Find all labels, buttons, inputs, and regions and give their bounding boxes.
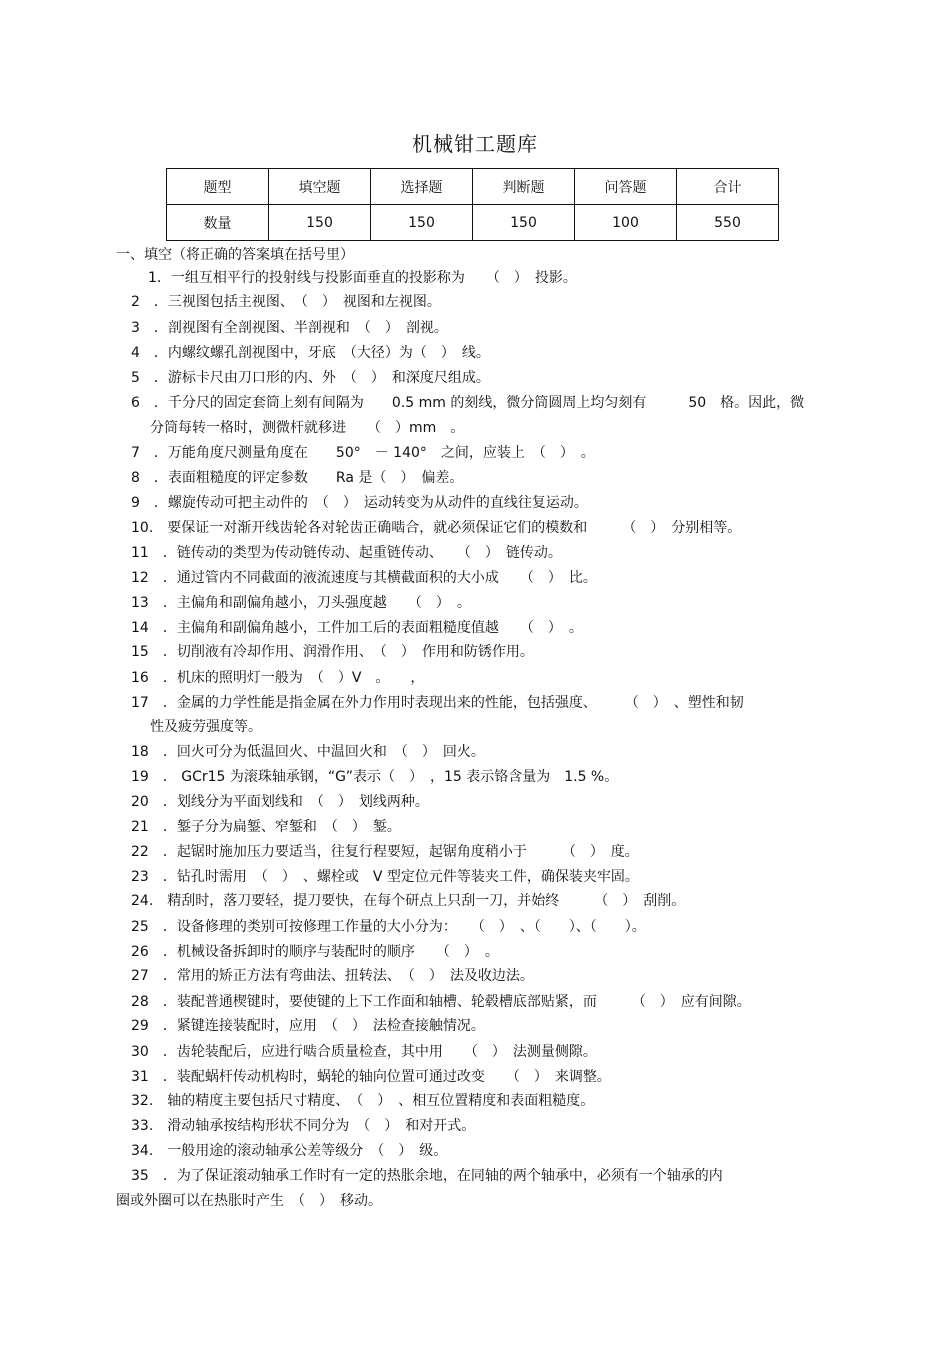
question-line: 35 ．为了保证滚动轴承工作时有一定的热胀余地，在同轴的两个轴承中，必须有一个轴承的内 <box>131 1168 723 1184</box>
question-line: 30 ．齿轮装配后，应进行啮合质量检查，其中用 （ ） 法测量侧隙。 <box>131 1044 597 1060</box>
document-title: 机械钳工题库 <box>412 132 538 156</box>
question-line: 28 ．装配普通楔键时，要使键的上下工作面和轴槽、轮毂槽底部贴紧，而 （ ） 应有间隙。 <box>131 994 751 1010</box>
question-line: 11 ．链传动的类型为传动链传动、起重链传动、 （ ） 链传动。 <box>131 545 562 561</box>
question-line: 32. 轴的精度主要包括尺寸精度、 （ ） 、相互位置精度和表面粗糙度。 <box>131 1093 595 1109</box>
question-line: 3 ．剖视图有全剖视图、半剖视和 （ ） 剖视。 <box>131 320 448 336</box>
question-line: 31 ．装配蜗杆传动机构时，蜗轮的轴向位置可通过改变 （ ） 来调整。 <box>131 1069 611 1085</box>
question-line: 9 ．螺旋传动可把主动件的 （ ） 运动转变为从动件的直线往复运动。 <box>131 495 588 511</box>
section-heading: 一、填空（将正确的答案填在括号里） <box>116 247 354 263</box>
question-line: 27 ．常用的矫正方法有弯曲法、扭转法、 （ ） 法及收边法。 <box>131 968 534 984</box>
question-line: 24. 精刮时，落刀要轻，提刀要快，在每个研点上只刮一刀，并始终 （ ） 刮削。 <box>131 893 686 909</box>
table-cell: 问答题 <box>575 169 677 205</box>
table-cell: 150 <box>473 205 575 241</box>
table-row <box>167 169 779 205</box>
question-line: 8 ．表面粗糙度的评定参数 Ra 是（ ） 偏差。 <box>131 470 464 486</box>
table-cell: 550 <box>677 205 779 241</box>
question-line: 17 ．金属的力学性能是指金属在外力作用时表现出来的性能，包括强度、 （ ） 、塑性和韧 <box>131 695 744 711</box>
table-cell: 150 <box>269 205 371 241</box>
question-line: 18 ．回火可分为低温回火、中温回火和 （ ） 回火。 <box>131 744 485 760</box>
question-line: 7 ．万能角度尺测量角度在 50° － 140° 之间，应装上 （ ） 。 <box>131 445 595 461</box>
question-line: 1．一组互相平行的投射线与投影面垂直的投影称为 （ ） 投影。 <box>148 270 577 286</box>
question-line: 21 ．錾子分为扁錾、窄錾和 （ ） 錾。 <box>131 819 401 835</box>
question-line: 34. 一般用途的滚动轴承公差等级分 （ ） 级。 <box>131 1143 448 1159</box>
question-line: 分筒每转一格时，测微杆就移进 （ ）mm 。 <box>150 420 465 436</box>
question-line: 26 ．机械设备拆卸时的顺序与装配时的顺序 （ ） 。 <box>131 944 499 960</box>
question-line: 19 ． GCr15 为滚珠轴承钢，“G”表示（ ） ，15 表示铬含量为 1.5 %。 <box>131 769 619 785</box>
question-line: 25 ．设备修理的类别可按修理工作量的大小分为： （ ） 、（ ）、（ ）。 <box>131 919 646 935</box>
question-count-table <box>166 168 779 241</box>
question-line: 16 ．机床的照明灯一般为 （ ）V 。 ， <box>131 670 425 686</box>
question-line: 15 ．切削液有冷却作用、润滑作用、 （ ） 作用和防锈作用。 <box>131 644 534 660</box>
table-cell: 150 <box>371 205 473 241</box>
question-line: 33. 滑动轴承按结构形状不同分为 （ ） 和对开式。 <box>131 1118 476 1134</box>
question-line: 22 ．起锯时施加压力要适当，往复行程要短，起锯角度稍小于 （ ） 度。 <box>131 844 639 860</box>
question-line: 14 ．主偏角和副偏角越小，工件加工后的表面粗糙度值越 （ ） 。 <box>131 620 583 636</box>
table-cell: 100 <box>575 205 677 241</box>
question-line: 12 ．通过管内不同截面的液流速度与其横截面积的大小成 （ ） 比。 <box>131 570 597 586</box>
table-cell: 填空题 <box>269 169 371 205</box>
table-cell: 数量 <box>167 205 269 241</box>
question-line: 6 ．千分尺的固定套筒上刻有间隔为 0.5 mm 的刻线，微分筒圆周上均匀刻有 50 格。因此，微 <box>131 395 805 411</box>
table-cell: 题型 <box>167 169 269 205</box>
table-row <box>167 205 779 241</box>
question-line: 23 ．钻孔时需用 （ ） 、螺栓或 V 型定位元件等装夹工件，确保装夹牢固。 <box>131 869 639 885</box>
question-line: 13 ．主偏角和副偏角越小，刀头强度越 （ ） 。 <box>131 595 471 611</box>
question-line: 5 ．游标卡尺由刀口形的内、外 （ ） 和深度尺组成。 <box>131 370 490 386</box>
table-cell: 合计 <box>677 169 779 205</box>
question-line: 20 ．划线分为平面划线和 （ ） 划线两种。 <box>131 794 429 810</box>
question-line: 10. 要保证一对渐开线齿轮各对轮齿正确啮合，就必须保证它们的模数和 （ ） 分别相等。 <box>131 520 742 536</box>
table-cell: 选择题 <box>371 169 473 205</box>
question-line: 29 ．紧键连接装配时，应用 （ ） 法检查接触情况。 <box>131 1018 485 1034</box>
question-line: 2 ．三视图包括主视图、 （ ） 视图和左视图。 <box>131 294 441 310</box>
question-line: 性及疲劳强度等。 <box>150 719 262 735</box>
table-cell: 判断题 <box>473 169 575 205</box>
question-line: 4 ．内螺纹螺孔剖视图中，牙底 （大径）为（ ） 线。 <box>131 345 490 361</box>
question-line: 圈或外圈可以在热胀时产生 （ ） 移动。 <box>116 1193 382 1209</box>
